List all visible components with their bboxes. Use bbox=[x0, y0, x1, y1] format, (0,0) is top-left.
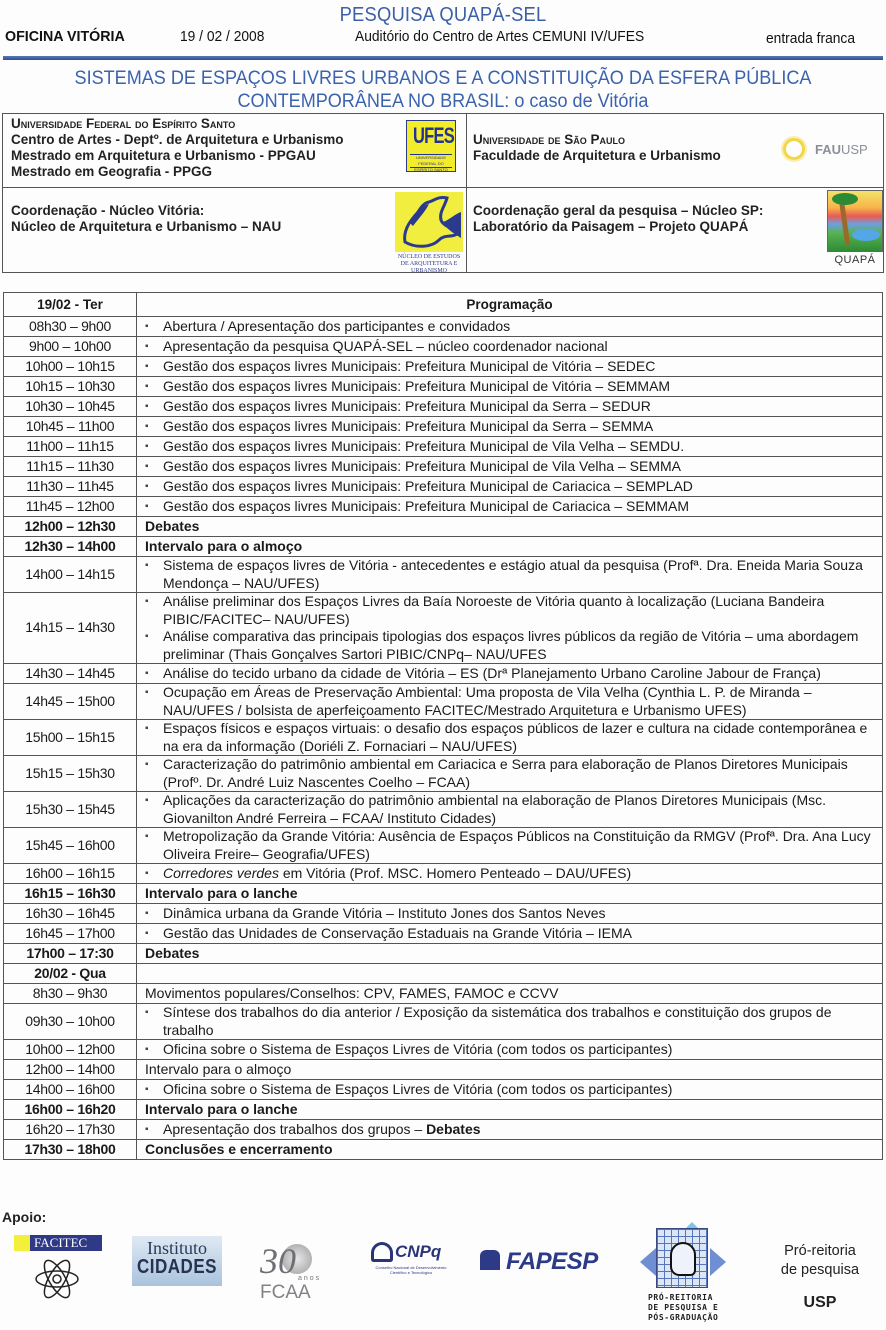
schedule-row bbox=[4, 720, 883, 756]
event-name: OFICINA VITÓRIA bbox=[5, 28, 125, 45]
bullet-item: ▪ Dinâmica urbana da Grande Vitória – Instituto Jones dos Santos Neves bbox=[145, 905, 874, 923]
session-description bbox=[137, 756, 883, 792]
bullet-item: ▪ Ocupação em Áreas de Preservação Ambiental: Uma proposta de Vila Velha (Cynthia L. P. de Miranda – NAU/UFES / bolsista de aperfeiçoamento FACITEC/Mestrado Arquitetura e Urbanismo UFES) bbox=[145, 684, 874, 719]
ufes-info bbox=[11, 116, 343, 180]
bullet-item: ▪ Gestão dos espaços livres Municipais: Prefeitura Municipal de Vitória – SEMMAM bbox=[145, 378, 874, 396]
bullet-item: ▪ Caracterização do patrimônio ambiental em Cariacica e Serra para elaboração de Planos Diretores Municipais (Profº. Dr. André Luiz Nascentes Coelho – FCAA) bbox=[145, 756, 874, 791]
time-slot: 8h30 – 9h30 bbox=[4, 984, 137, 1004]
session-description bbox=[137, 664, 883, 684]
program-header: Programação bbox=[137, 293, 883, 317]
session-description bbox=[137, 684, 883, 720]
session-description bbox=[137, 828, 883, 864]
facitec-logo-text: FACITEC bbox=[14, 1235, 102, 1251]
time-slot: 12h00 – 14h00 bbox=[4, 1060, 137, 1080]
time-slot: 16h15 – 16h30 bbox=[4, 884, 137, 904]
cidades-logo-line2: CIDADES bbox=[136, 1255, 217, 1278]
bullet-item: ▪ Gestão dos espaços livres Municipais: Prefeitura Municipal de Vila Velha – SEMDU. bbox=[145, 438, 874, 456]
time-slot: 14h45 – 15h00 bbox=[4, 684, 137, 720]
schedule-row bbox=[4, 357, 883, 377]
bullet-item: ▪ Corredores verdes em Vitória (Prof. MSC. Homero Penteado – DAU/UFES) bbox=[145, 865, 874, 883]
session-description: Debates bbox=[137, 944, 883, 964]
session-description bbox=[137, 1120, 883, 1140]
bullet-item: ▪ Gestão dos espaços livres Municipais: Prefeitura Municipal de Vila Velha – SEMMA bbox=[145, 458, 874, 476]
entry-info: entrada franca bbox=[766, 30, 855, 47]
usp-name: Universidade de São Paulo bbox=[473, 132, 626, 147]
time-slot: 11h00 – 11h15 bbox=[4, 437, 137, 457]
schedule-row bbox=[4, 417, 883, 437]
header-divider bbox=[3, 56, 883, 60]
schedule-row bbox=[4, 317, 883, 337]
fapesp-logo bbox=[478, 1248, 612, 1278]
cnpq-logo bbox=[369, 1240, 451, 1276]
institutions-box bbox=[2, 113, 884, 273]
session-description bbox=[137, 792, 883, 828]
time-slot: 09h30 – 10h00 bbox=[4, 1004, 137, 1040]
project-name: PESQUISA QUAPÁ-SEL bbox=[339, 4, 547, 26]
schedule-row bbox=[4, 944, 883, 964]
ufes-logo-subtext: UNIVERSIDADE FEDERAL DO ESPÍRITO SANTO bbox=[410, 154, 452, 168]
document-title-line1: SISTEMAS DE ESPAÇOS LIVRES URBANOS E A CONSTITUIÇÃO DA ESFERA PÚBLICA bbox=[74, 68, 812, 89]
time-slot: 10h15 – 10h30 bbox=[4, 377, 137, 397]
quapa-logo-text: QUAPÁ bbox=[834, 254, 876, 266]
fcaa-anniversary: 30 bbox=[260, 1241, 296, 1281]
session-description bbox=[137, 417, 883, 437]
bullet-item: ▪ Síntese dos trabalhos do dia anterior / Exposição da sistemática dos trabalhos e constituição dos grupos de trabalho bbox=[145, 1004, 874, 1039]
usp-logo-line3: USP bbox=[803, 1294, 837, 1311]
session-description bbox=[137, 864, 883, 884]
time-slot: 16h20 – 17h30 bbox=[4, 1120, 137, 1140]
time-slot: 17h30 – 18h00 bbox=[4, 1140, 137, 1160]
schedule-row bbox=[4, 984, 883, 1004]
time-slot: 10h30 – 10h45 bbox=[4, 397, 137, 417]
schedule-row bbox=[4, 477, 883, 497]
fcaa-anos: anos bbox=[298, 1275, 322, 1282]
time-slot: 16h30 – 16h45 bbox=[4, 904, 137, 924]
schedule-row bbox=[4, 537, 883, 557]
time-slot: 08h30 – 9h00 bbox=[4, 317, 137, 337]
fcaa-logo-text: FCAA bbox=[260, 1282, 311, 1303]
session-description: Conclusões e encerramento bbox=[137, 1140, 883, 1160]
schedule-row bbox=[4, 1040, 883, 1060]
coordination-vitoria bbox=[11, 203, 281, 235]
session-description bbox=[137, 904, 883, 924]
session-description bbox=[137, 397, 883, 417]
bullet-item: ▪ Abertura / Apresentação dos participantes e convidados bbox=[145, 318, 874, 336]
session-description: Movimentos populares/Conselhos: CPV, FAMES, FAMOC e CCVV bbox=[137, 984, 883, 1004]
session-description bbox=[137, 337, 883, 357]
title-subtitle: o caso de Vitória bbox=[509, 91, 649, 112]
time-slot: 15h15 – 15h30 bbox=[4, 756, 137, 792]
session-description: Intervalo para o lanche bbox=[137, 1100, 883, 1120]
session-description bbox=[137, 477, 883, 497]
time-slot: 11h15 – 11h30 bbox=[4, 457, 137, 477]
session-description bbox=[137, 1004, 883, 1040]
bullet-item: ▪ Apresentação da pesquisa QUAPÁ-SEL – núcleo coordenador nacional bbox=[145, 338, 874, 356]
schedule-row bbox=[4, 1060, 883, 1080]
coord-vitoria-name: Núcleo de Arquitetura e Urbanismo – NAU bbox=[11, 219, 282, 234]
session-description bbox=[137, 317, 883, 337]
day2-header-row bbox=[4, 964, 883, 984]
fapesp-logo-text: FAPESP bbox=[506, 1248, 598, 1275]
schedule-row bbox=[4, 924, 883, 944]
prpg-logo bbox=[640, 1222, 726, 1326]
coord-sp-label: Coordenação geral da pesquisa – Núcleo SP: bbox=[473, 203, 764, 218]
time-slot: 15h00 – 15h15 bbox=[4, 720, 137, 756]
schedule-row bbox=[4, 664, 883, 684]
time-slot: 12h30 – 14h00 bbox=[4, 537, 137, 557]
quapa-logo bbox=[825, 190, 883, 272]
divider bbox=[466, 114, 467, 272]
bullet-item: ▪ Análise do tecido urbano da cidade de Vitória – ES (Drª Planejamento Urbano Caroline Jabour de França) bbox=[145, 665, 874, 683]
schedule-row bbox=[4, 437, 883, 457]
bullet-item: ▪ Análise comparativa das principais tipologias dos espaços livres públicos da região de Vitória – uma abordagem preliminar (Thais Gonçalves Sartori PIBIC/CNPq– NAU/UFES bbox=[145, 628, 874, 663]
map-icon bbox=[395, 192, 463, 252]
session-description: Intervalo para o almoço bbox=[137, 537, 883, 557]
bullet-item: ▪ Análise preliminar dos Espaços Livres da Baía Noroeste de Vitória quanto à localização (Luciana Bandeira PIBIC/FACITEC– NAU/UFES) bbox=[145, 593, 874, 628]
divider bbox=[3, 187, 883, 188]
head-profile-icon bbox=[371, 1242, 393, 1262]
time-slot: 10h00 – 10h15 bbox=[4, 357, 137, 377]
session-description bbox=[137, 357, 883, 377]
bullet-item: ▪ Gestão dos espaços livres Municipais: Prefeitura Municipal de Cariacica – SEMPLAD bbox=[145, 478, 874, 496]
bullet-item: ▪ Apresentação dos trabalhos dos grupos – Debates bbox=[145, 1121, 874, 1139]
arrow-right-icon bbox=[710, 1248, 726, 1276]
cnpq-logo-subtext: Conselho Nacional de Desenvolvimento Científico e Tecnológico bbox=[375, 1265, 447, 1275]
schedule-row bbox=[4, 1140, 883, 1160]
time-slot: 10h45 – 11h00 bbox=[4, 417, 137, 437]
session-description bbox=[137, 437, 883, 457]
arrow-left-icon bbox=[640, 1248, 656, 1276]
time-slot: 15h45 – 16h00 bbox=[4, 828, 137, 864]
schedule-row bbox=[4, 377, 883, 397]
session-description bbox=[137, 1080, 883, 1100]
time-slot: 16h45 – 17h00 bbox=[4, 924, 137, 944]
schedule-row bbox=[4, 337, 883, 357]
schedule-row bbox=[4, 397, 883, 417]
schedule-row bbox=[4, 884, 883, 904]
day1-rows bbox=[4, 317, 883, 964]
facitec-logo bbox=[14, 1235, 104, 1307]
bullet-item: ▪ Gestão das Unidades de Conservação Estaduais na Grande Vitória – IEMA bbox=[145, 925, 874, 943]
session-description: Intervalo para o lanche bbox=[137, 884, 883, 904]
session-description bbox=[137, 557, 883, 593]
prpg-logo-text: PRÓ-REITORIA DE PESQUISA E PÓS-GRADUAÇÃO bbox=[648, 1293, 719, 1322]
schedule-row bbox=[4, 792, 883, 828]
schedule-row bbox=[4, 684, 883, 720]
schedule-row bbox=[4, 904, 883, 924]
bullet-item: ▪ Gestão dos espaços livres Municipais: Prefeitura Municipal da Serra – SEDUR bbox=[145, 398, 874, 416]
cidades-logo-line1: Instituto bbox=[146, 1238, 207, 1258]
schedule-row bbox=[4, 828, 883, 864]
time-slot: 10h00 – 12h00 bbox=[4, 1040, 137, 1060]
schedule-row bbox=[4, 864, 883, 884]
instituto-cidades-logo bbox=[132, 1236, 222, 1286]
fcaa-logo bbox=[258, 1240, 328, 1302]
document-title-line2 bbox=[22, 91, 864, 113]
empty-cell bbox=[137, 964, 883, 984]
title-caps: CONTEMPORÂNEA NO BRASIL: bbox=[237, 91, 510, 112]
ufes-logo-text: UFES bbox=[413, 123, 455, 148]
coord-vitoria-label: Coordenação - Núcleo Vitória: bbox=[11, 203, 205, 218]
session-description bbox=[137, 924, 883, 944]
coord-sp-name: Laboratório da Paisagem – Projeto QUAPÁ bbox=[473, 219, 749, 234]
time-slot: 16h00 – 16h20 bbox=[4, 1100, 137, 1120]
time-slot: 14h00 – 14h15 bbox=[4, 557, 137, 593]
event-venue: Auditório do Centro de Artes CEMUNI IV/UFES bbox=[355, 28, 645, 45]
session-description bbox=[137, 497, 883, 517]
schedule-table bbox=[3, 292, 883, 1160]
session-description: Debates bbox=[137, 517, 883, 537]
time-slot: 14h00 – 16h00 bbox=[4, 1080, 137, 1100]
schedule-row bbox=[4, 497, 883, 517]
bullet-item: ▪ Oficina sobre o Sistema de Espaços Livres de Vitória (com todos os participantes) bbox=[145, 1081, 874, 1099]
landscape-icon bbox=[827, 190, 883, 252]
bullet-item: ▪ Gestão dos espaços livres Municipais: Prefeitura Municipal da Serra – SEMMA bbox=[145, 418, 874, 436]
coordination-sp bbox=[473, 203, 763, 235]
day-header: 20/02 - Qua bbox=[4, 964, 137, 984]
sun-icon bbox=[783, 138, 805, 160]
schedule-row bbox=[4, 1100, 883, 1120]
nau-logo-text: NÚCLEO DE ESTUDOS DE ARQUITETURA E URBANISMO bbox=[397, 254, 461, 274]
schedule-row bbox=[4, 557, 883, 593]
schedule-row bbox=[4, 1080, 883, 1100]
time-slot: 9h00 – 10h00 bbox=[4, 337, 137, 357]
time-slot: 11h45 – 12h00 bbox=[4, 497, 137, 517]
schedule-row bbox=[4, 1120, 883, 1140]
bullet-item: ▪ Gestão dos espaços livres Municipais: Prefeitura Municipal de Vitória – SEDEC bbox=[145, 358, 874, 376]
ufes-masters-geo: Mestrado em Geografia - PPGG bbox=[11, 164, 213, 179]
schedule-row bbox=[4, 756, 883, 792]
bullet-item: ▪ Aplicações da caracterização do patrimônio ambiental na elaboração de Planos Diretores Municipais (Msc. Giovanilton André Ferreira – FCAA/ Instituto Cidades) bbox=[145, 792, 874, 827]
bullet-item: ▪ Oficina sobre o Sistema de Espaços Livres de Vitória (com todos os participantes) bbox=[145, 1041, 874, 1059]
time-slot: 14h30 – 14h45 bbox=[4, 664, 137, 684]
head-profile-icon bbox=[670, 1242, 696, 1276]
usp-logo-line2: de pesquisa bbox=[780, 1262, 860, 1278]
time-slot: 17h00 – 17:30 bbox=[4, 944, 137, 964]
time-slot: 12h00 – 12h30 bbox=[4, 517, 137, 537]
session-description bbox=[137, 377, 883, 397]
time-slot: 16h00 – 16h15 bbox=[4, 864, 137, 884]
book-icon bbox=[480, 1250, 500, 1270]
day2-rows bbox=[4, 984, 883, 1160]
schedule-row bbox=[4, 593, 883, 664]
fauusp-logo-text: FAUUSP bbox=[815, 142, 868, 157]
schedule-row bbox=[4, 517, 883, 537]
session-description bbox=[137, 1040, 883, 1060]
bullet-item: ▪ Sistema de espaços livres de Vitória - antecedentes e estágio atual da pesquisa (Profª. Dra. Eneida Maria Souza Mendonça – NAU/UFES) bbox=[145, 557, 874, 592]
usp-info bbox=[473, 132, 721, 164]
session-description bbox=[137, 593, 883, 664]
time-slot: 11h30 – 11h45 bbox=[4, 477, 137, 497]
schedule-row bbox=[4, 1004, 883, 1040]
fauusp-logo bbox=[779, 136, 879, 164]
session-description: Intervalo para o almoço bbox=[137, 1060, 883, 1080]
bullet-item: ▪ Metropolização da Grande Vitória: Ausência de Espaços Públicos na Constituição da RMGV (Profª. Dra. Ana Lucy Oliveira Freire– Geografia/UFES) bbox=[145, 828, 874, 863]
sponsors-label: Apoio: bbox=[2, 1209, 47, 1225]
usp-logo-line1: Pró-reitoria bbox=[784, 1243, 856, 1259]
time-slot: 14h15 – 14h30 bbox=[4, 593, 137, 664]
usp-faculty: Faculdade de Arquitetura e Urbanismo bbox=[473, 148, 721, 163]
ufes-department: Centro de Artes - Deptº. de Arquitetura e Urbanismo bbox=[11, 132, 344, 147]
page-header bbox=[0, 0, 886, 115]
bullet-item: ▪ Gestão dos espaços livres Municipais: Prefeitura Municipal de Cariacica – SEMMAM bbox=[145, 498, 874, 516]
atom-icon bbox=[34, 1255, 80, 1303]
session-description bbox=[137, 720, 883, 756]
day-header: 19/02 - Ter bbox=[4, 293, 137, 317]
ufes-name: Universidade Federal do Espírito Santo bbox=[11, 116, 236, 131]
schedule-row bbox=[4, 457, 883, 477]
bullet-item: ▪ Espaços físicos e espaços virtuais: o desafio dos espaços públicos de lazer e cultura na cidade contemporânea e na era da informação (Doriéli Z. Fornaciari – NAU/UFES) bbox=[145, 720, 874, 755]
session-description bbox=[137, 457, 883, 477]
ufes-logo bbox=[406, 120, 456, 172]
ufes-masters-arch: Mestrado em Arquitetura e Urbanismo - PPGAU bbox=[11, 148, 316, 163]
time-slot: 15h30 – 15h45 bbox=[4, 792, 137, 828]
nau-logo bbox=[395, 192, 463, 274]
cnpq-logo-text: CNPq bbox=[395, 1242, 442, 1261]
event-date: 19 / 02 / 2008 bbox=[180, 28, 265, 45]
usp-pro-reitoria-logo bbox=[760, 1242, 880, 1322]
